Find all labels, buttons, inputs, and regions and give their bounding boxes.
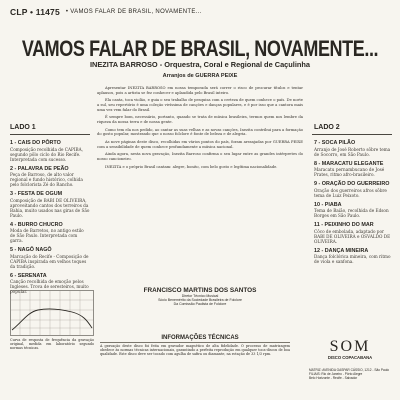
track-title: 7 - SOCA PILÃO [314, 140, 356, 146]
side-a-label: LADO 1 [10, 124, 36, 131]
track-description: Arranjo de José Roberto sôbre tema de Socorro, em São Paulo. [314, 146, 391, 157]
credits-block [125, 287, 275, 307]
side-a-tracklist [10, 136, 90, 294]
side-b-tracklist [314, 136, 392, 264]
label-name: DISCO COPACABANA [327, 355, 373, 360]
record-label-logo [311, 339, 389, 360]
liner-paragraph: Ainda agora, nesta nova gravação, Inezita Barroso confirma o seu lugar entre as grandes intérpretes do nosso cancioneiro. [97, 152, 303, 162]
liner-notes [97, 86, 303, 173]
label-mark: SOM [329, 338, 371, 355]
track-title: 3 - FESTA DE OGUM [10, 191, 63, 197]
track-description: Oração dos guerreiros afros sôbre tema de Luiz Peixoto. [314, 187, 387, 198]
liner-paragraph: Como tem ela nos pedido, ao cantar as suas velhas e as novas canções, Inezita contribui para a formação do gosto popular, mostrando que o nosso folclore é fonte de beleza e de alegria. [97, 127, 303, 137]
graph-grid [11, 291, 93, 335]
track-description: Moda de Barretos, no antigo estilo de São Paulo. Interpretada com garra. [10, 228, 84, 243]
side-a-rule [10, 134, 90, 135]
credit-name: FRANCISCO MARTINS DOS SANTOS [143, 287, 257, 294]
liner-paragraph: As nove páginas deste disco, recolhidas em vários pontos do país, foram arranjadas por GUERRA PEIXE com a sensibilidade de quem conhece profundamente a música nacional. [97, 140, 303, 149]
technical-info-title: INFORMAÇÕES TÉCNICAS [161, 335, 239, 341]
liner-paragraph: Apresentar INEZITA BARROSO em nossa temporada será correr o risco de procurar títulos e tentar aplausos, pois a artista se fez conhecer e aplaudida pelo Brasil inteiro. [97, 86, 303, 95]
track-title: 4 - BURRO CHUCRO [10, 221, 63, 228]
liner-paragraph: Ela canta, toca violão, e guia o seu trabalho de pesquisa com a certeza de quem conhece o país. De norte a sul, seu repertório é uma coleção vivíssima de canções e danças populares, e é por isso que a cantora mais uma vez vem falar do Brasil. [97, 98, 303, 112]
credit-role: Sócio Benemérito da Sociedade Brasileira de Folclore [158, 298, 242, 303]
liner-paragraph: É sempre bom, necessário, portanto, quando se trata de música brasileira, termos quem nos lembre da riqueza da nossa terra e de nossa gente. [97, 115, 303, 124]
track-description: Tema de Baião, recolhida de Edson Borges em São Paulo. [314, 208, 389, 218]
top-title-line: • VAMOS FALAR DE BRASIL, NOVAMENTE... [65, 9, 202, 15]
track-title: 8 - MARACATU ELEGANTE [314, 160, 384, 167]
track-title: 9 - ORAÇÃO DO GUERREIRO [314, 181, 390, 187]
address-line: FILIAIS: Rio de Janeiro - Pôrto Alegre [309, 372, 363, 376]
track-title: 11 - PEIXINHO DO MAR [314, 222, 374, 228]
track-description: Composição de BABI DE OLIVEIRA, aproveitando cantos dos terreiros da Bahia, muito usados nas giras de São Paulo. [10, 197, 90, 218]
frequency-response-graph [10, 290, 94, 336]
track-description: Peça de Barroso, de alto valor regional e fundo histórico, colhida pelo folclorista Zé do Rancho. [10, 172, 83, 187]
arrangements-credit: Arranjos de GUERRA PEIXE [162, 73, 238, 79]
label-address [309, 368, 393, 380]
liner-paragraph: INEZITA e o próprio Brasil cantam: alegre, bonito, com belo gosto e legítima nacionalidade. [105, 164, 278, 169]
technical-rule [100, 342, 290, 343]
track-description: Côco de embolada, adaptado por BABI DE OLIVEIRA e OSVALDO DE OLIVEIRA. [314, 228, 391, 244]
album-title: VAMOS FALAR DE BRASIL, NOVAMENTE... [21, 36, 379, 61]
credit-role: Da Comissão Paulista de Folclore [173, 302, 227, 307]
track-title: 6 - SERENATA [10, 272, 47, 279]
track-title: 10 - PIABA [314, 201, 342, 208]
side-b-rule [312, 134, 392, 135]
top-bar [0, 0, 400, 24]
track-description: Dança folclórica mineira, com ritmo de viola e sanfona. [314, 254, 391, 264]
track-title: 12 - DANÇA MINEIRA [314, 247, 369, 254]
track-title: 1 - CAIS DO PÔRTO [10, 140, 61, 146]
track-description: Canção recolhida de emoção pelos Ingleses. Trova de seresteiros, muito popular. [10, 279, 89, 294]
credit-roles [125, 294, 275, 307]
track-description: Composição recolhida de CAPIBA, segundo pôlo ciclo do Rio Recife. Interpretada com sucesso. [10, 146, 83, 162]
catalog-number: CLP • 11475 [10, 7, 60, 17]
track-description: Maracatu pernambucano de José Prates, ritmo afro-brasileiro. [314, 167, 385, 177]
address-line: MATRIZ: AVENIDA GASPAR CÁSSIO, 1212 - São Paulo [309, 368, 390, 372]
graph-frame [11, 291, 94, 336]
track-description: Marcação do Recife - Composição de CAPIBA inspirada em velhos toques da tradição. [10, 253, 89, 269]
track-title: 5 - NAGÔ NAGÔ [10, 247, 52, 253]
graph-caption: Curva de resposta de frequência da gravação original, medida em laboratório segundo normas técnicas. [10, 338, 94, 350]
address-line: Belo Horizonte - Recife - Salvador [309, 376, 358, 380]
side-b-label: LADO 2 [314, 124, 340, 131]
track-title: 2 - PALAVRA DE PEÃO [10, 165, 69, 172]
album-subtitle: INEZITA BARROSO - Orquestra, Coral e Regional de Caçulinha [89, 60, 311, 69]
credit-role: Diretor Técnico Musical [181, 294, 219, 298]
technical-info-text: A gravação deste disco foi feita em gravador magnético de alta fidelidade. O processo de matrizagem obedece às normas técnicas internacionais, garantindo a perfeita reprodução em qualquer toca-discos de boa qualidade. Este disco deve ser tocado com agulha de safira ou diamante, na rotação de 33 1/3 rpm. [100, 344, 290, 357]
